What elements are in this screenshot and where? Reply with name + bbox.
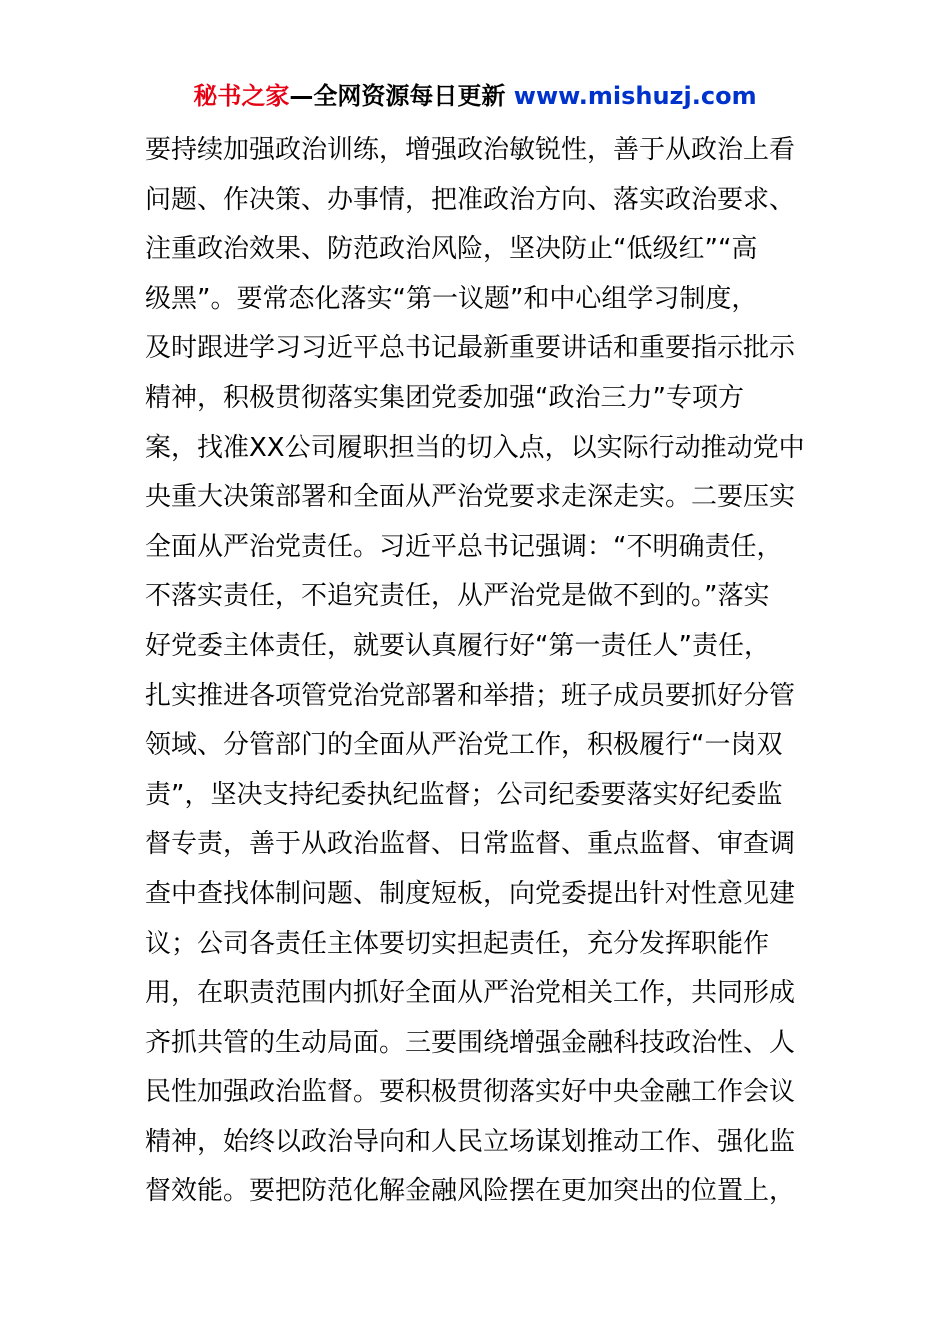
text-line: 全面从严治党责任。习近平总书记强调：“不明确责任， (145, 531, 783, 562)
text-line: 好党委主体责任，就要认真履行好“第一责任人”责任， (145, 630, 770, 661)
text-line: 问题、作决策、办事情，把准政治方向、落实政治要求、 (145, 184, 796, 215)
text-line: 领域、分管部门的全面从严治党工作，积极履行“一岗双 (145, 730, 783, 761)
text-line: 民性加强政治监督。要积极贯彻落实好中央金融工作会议 (145, 1077, 796, 1108)
text-line: 精神，积极贯彻落实集团党委加强“政治三力”专项方 (145, 382, 744, 413)
text-line: 扎实推进各项管党治党部署和举措；班子成员要抓好分管 (145, 680, 796, 711)
document-body (145, 126, 815, 1217)
site-url-link[interactable]: www.mishuzj.com (513, 82, 757, 110)
text-line: 央重大决策部署和全面从严治党要求走深走实。二要压实 (145, 482, 796, 513)
text-line: 注重政治效果、防范政治风险，坚决防止“低级红”“高 (145, 234, 758, 265)
text-line: 查中查找体制问题、制度短板，向党委提出针对性意见建 (145, 878, 796, 909)
text-line: 议；公司各责任主体要切实担起责任，充分发挥职能作 (145, 928, 770, 959)
site-header (0, 80, 950, 112)
text-line: 用，在职责范围内抓好全面从严治党相关工作，共同形成 (145, 978, 796, 1009)
site-brand: 秘书之家 (193, 82, 290, 110)
text-line: 责”，坚决支持纪委执纪监督；公司纪委要落实好纪委监 (145, 779, 783, 810)
site-tagline: —全网资源每日更新 (289, 82, 506, 110)
text-line: 督效能。要把防范化解金融风险摆在更加突出的位置上， (145, 1176, 796, 1207)
text-line: 不落实责任，不追究责任，从严治党是做不到的。”落实 (145, 581, 770, 612)
text-line: 督专责，善于从政治监督、日常监督、重点监督、审查调 (145, 829, 796, 860)
text-line: 要持续加强政治训练，增强政治敏锐性，善于从政治上看 (145, 135, 796, 165)
text-line: 级黑”。要常态化落实“第一议题”和中心组学习制度， (145, 283, 758, 314)
text-line: 齐抓共管的生动局面。三要围绕增强金融科技政治性、人 (145, 1027, 796, 1058)
text-line: 案，找准XX公司履职担当的切入点，以实际行动推动党中 (145, 432, 805, 463)
text-line: 精神，始终以政治导向和人民立场谋划推动工作、强化监 (145, 1126, 796, 1157)
text-line: 及时跟进学习习近平总书记最新重要讲话和重要指示批示 (145, 333, 796, 364)
